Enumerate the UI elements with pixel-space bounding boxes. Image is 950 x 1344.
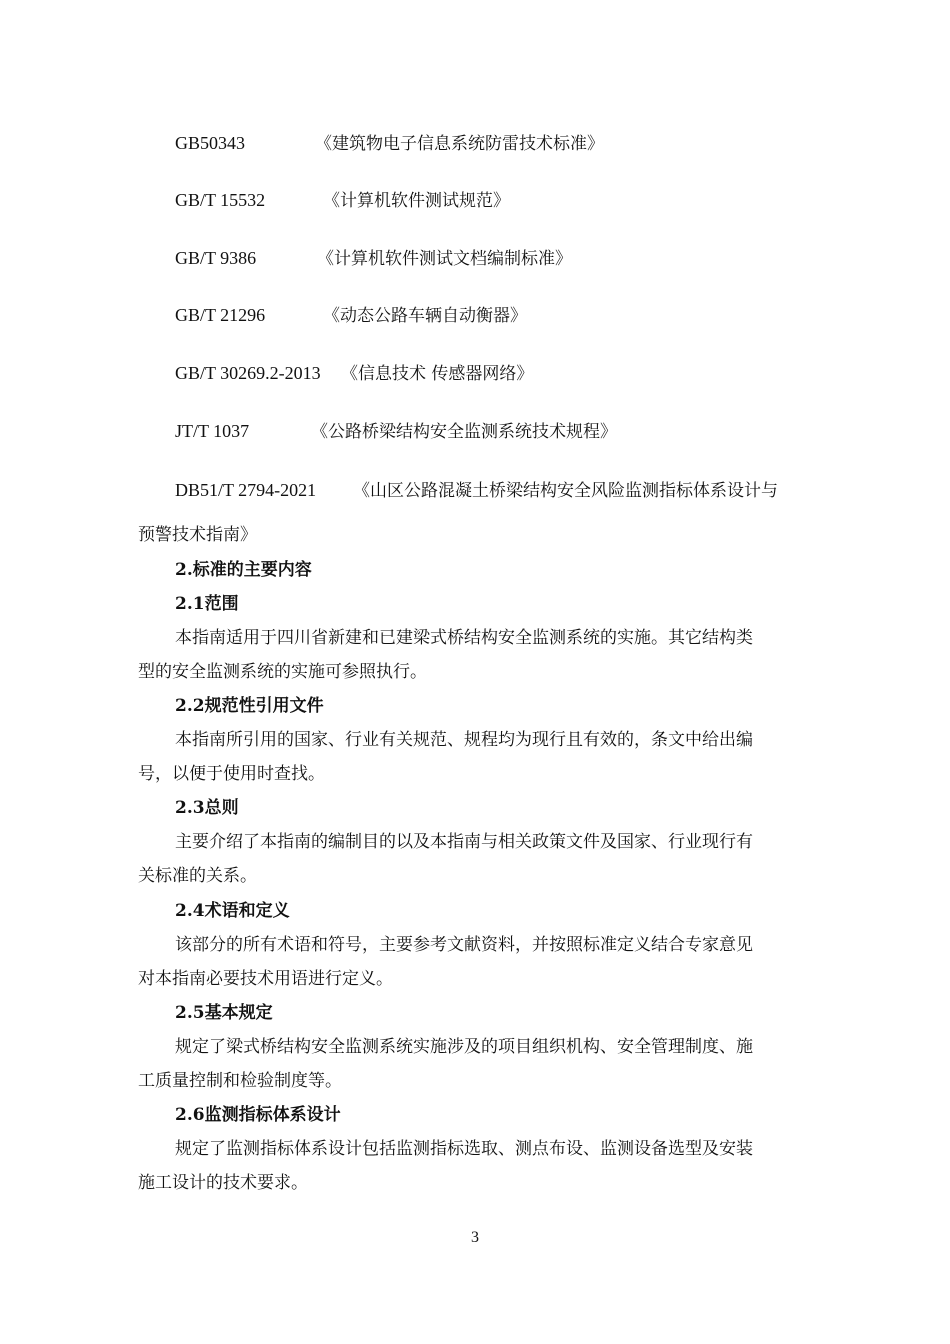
- reference-title: 《山区公路混凝土桥梁结构安全风险监测指标体系设计与: [353, 481, 778, 501]
- reference-code: JT/T 1037: [175, 421, 250, 441]
- subsection-heading: 2.5基本规定: [175, 1003, 273, 1023]
- subsection-heading: 2.6监测指标体系设计: [175, 1105, 341, 1125]
- reference-code: DB51/T 2794-2021: [175, 480, 317, 500]
- reference-title-continuation: 预警技术指南》: [138, 525, 257, 545]
- reference-item: [175, 188, 510, 213]
- section-heading: 2.标准的主要内容: [175, 560, 312, 580]
- reference-item: [175, 131, 604, 156]
- page-number: 3: [471, 1229, 479, 1246]
- subsection-heading: 2.4术语和定义: [175, 901, 290, 921]
- reference-item: [175, 361, 533, 386]
- paragraph-line: 型的安全监测系统的实施可参照执行。: [138, 662, 427, 682]
- paragraph-line: 规定了梁式桥结构安全监测系统实施涉及的项目组织机构、安全管理制度、施: [175, 1037, 753, 1057]
- paragraph-line: 号，以便于使用时查找。: [138, 764, 325, 784]
- reference-item: [175, 246, 572, 271]
- reference-code: GB/T 9386: [175, 248, 257, 268]
- reference-item: [175, 419, 617, 444]
- reference-title: 《计算机软件测试规范》: [323, 191, 510, 211]
- reference-title: 《计算机软件测试文档编制标准》: [317, 249, 572, 269]
- paragraph-line: 主要介绍了本指南的编制目的以及本指南与相关政策文件及国家、行业现行有: [175, 832, 753, 852]
- subsection-heading: 2.3总则: [175, 798, 239, 818]
- reference-title: 《信息技术 传感器网络》: [341, 364, 534, 384]
- reference-title: 《建筑物电子信息系统防雷技术标准》: [315, 134, 604, 154]
- paragraph-line: 关标准的关系。: [138, 866, 257, 886]
- reference-item: [175, 303, 527, 328]
- paragraph-line: 本指南所引用的国家、行业有关规范、规程均为现行且有效的，条文中给出编: [175, 730, 753, 750]
- paragraph-line: 施工设计的技术要求。: [138, 1173, 308, 1193]
- reference-code: GB/T 15532: [175, 190, 266, 210]
- reference-code: GB50343: [175, 133, 246, 153]
- subsection-heading: 2.2规范性引用文件: [175, 696, 324, 716]
- reference-item: [175, 478, 778, 503]
- reference-title: 《公路桥梁结构安全监测系统技术规程》: [311, 422, 617, 442]
- subsection-heading: 2.1范围: [175, 594, 239, 614]
- paragraph-line: 该部分的所有术语和符号，主要参考文献资料，并按照标准定义结合专家意见: [175, 935, 753, 955]
- reference-title: 《动态公路车辆自动衡器》: [323, 306, 527, 326]
- paragraph-line: 对本指南必要技术用语进行定义。: [138, 969, 393, 989]
- paragraph-line: 规定了监测指标体系设计包括监测指标选取、测点布设、监测设备选型及安装: [175, 1139, 753, 1159]
- reference-code: GB/T 30269.2-2013: [175, 363, 321, 383]
- paragraph-line: 工质量控制和检验制度等。: [138, 1071, 342, 1091]
- paragraph-line: 本指南适用于四川省新建和已建梁式桥结构安全监测系统的实施。其它结构类: [175, 628, 753, 648]
- reference-code: GB/T 21296: [175, 305, 266, 325]
